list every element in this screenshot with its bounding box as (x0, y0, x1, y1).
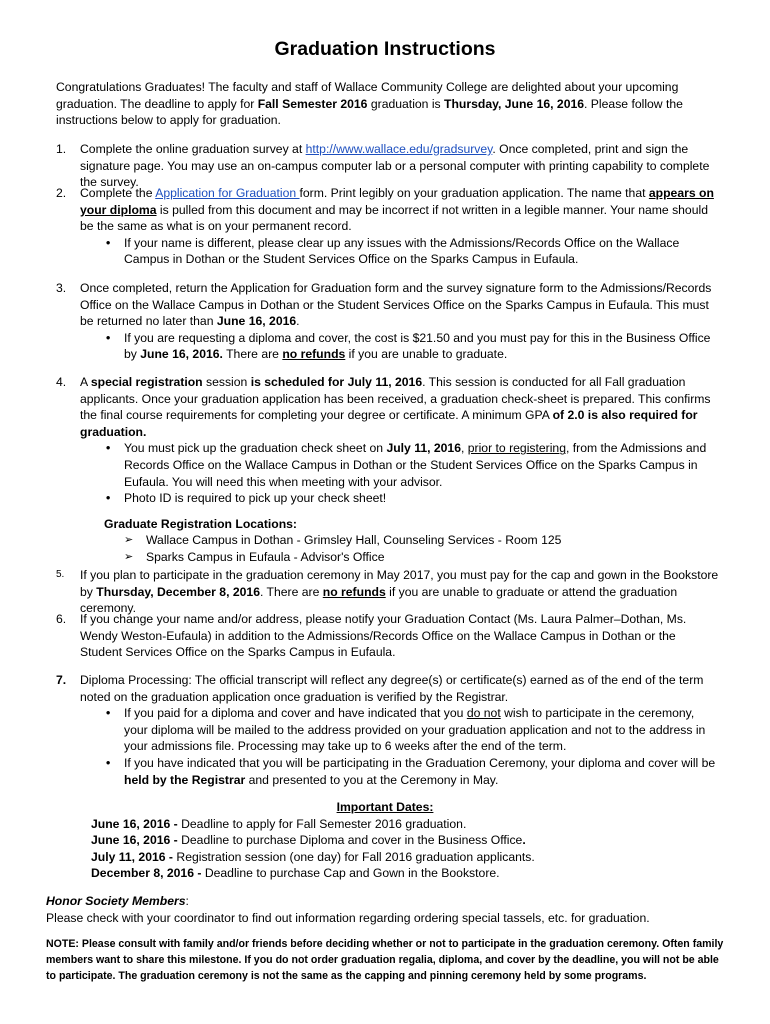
item-text: Complete the Application for Graduation form. Print legibly on your graduation application. The name that appears on your diploma is pulled from this document and may be incorrect if not written in a legible manner. Your name should be the same as what is on your permanent record. (80, 186, 714, 234)
page-title: Graduation Instructions (274, 38, 496, 60)
dates-list (91, 816, 770, 882)
application-for-graduation-link[interactable]: Application for Graduation (155, 186, 300, 200)
intro-paragraph: Congratulations Graduates! The faculty and staff of Wallace Community College are delighted about your upcoming graduation. The deadline to apply for Fall Semester 2016 graduation is Thursday, June 16, 2016. Please follow the instructions below to apply for graduation. (56, 80, 683, 128)
bullet-list (104, 440, 721, 506)
list-item: • If you paid for a diploma and cover and have indicated that you do not wish to participate in the ceremony, your diploma will be mailed to the address provided on your graduation application and not to the address in your admissions file. Processing may take up to 6 weeks after the end of the term. (104, 705, 721, 755)
item-number: 2. (56, 186, 67, 200)
important-dates-heading: Important Dates: (336, 800, 434, 814)
bullet-list (104, 235, 721, 268)
gradsurvey-link[interactable]: http://www.wallace.edu/gradsurvey (305, 142, 493, 156)
item-number: 7. (56, 673, 67, 687)
location-item: ➢ Sparks Campus in Eufaula - Advisor's Office (124, 549, 721, 566)
honor-society-text: Please check with your coordinator to find out information regarding ordering special tassels, etc. for graduation. (46, 910, 650, 925)
date-row: December 8, 2016 - Deadline to purchase Cap and Gown in the Bookstore. (91, 866, 500, 881)
list-item: • If you have indicated that you will be participating in the Graduation Ceremony, your diploma and cover will be held by the Registrar and presented to you at the Ceremony in May. (104, 755, 721, 788)
honor-society-heading: Honor Society Members: (46, 894, 189, 908)
list-item: • If your name is different, please clear up any issues with the Admissions/Records Office on the Wallace Campus in Dothan or the Student Services Office on the Sparks Campus in Eufaula. (104, 235, 721, 268)
item-number: 1. (56, 142, 67, 156)
list-item: • Photo ID is required to pick up your check sheet! (104, 490, 721, 507)
locations-heading: Graduate Registration Locations: (104, 516, 297, 531)
locations-list (124, 532, 721, 565)
item-number: 4. (56, 375, 67, 389)
bullet-list (104, 705, 721, 788)
item-text: Complete the online graduation survey at http://www.wallace.edu/gradsurvey. Once completed, print and sign the signature page. You may use an on-campus computer lab or a personal computer with printing capability to complete the survey. (80, 142, 710, 190)
item-text: If you change your name and/or address, please notify your Graduation Contact (Ms. Laura Palmer–Dothan, Ms. Wendy Weston-Eufaula) in addition to the Admissions/Records Office on the Wallace Campus in Dothan or the Student Services Office on the Sparks Campus in Eufaula. (80, 612, 687, 660)
item-number: 6. (56, 612, 67, 626)
instruction-item-4 (56, 374, 721, 566)
item-text: A special registration session is scheduled for July 11, 2016. This session is conducted for all Fall graduation applicants. Once your graduation application has been received, a graduation check-sheet is prepared. This confirms the final course requirements for completing your degree or certificate. A minimum GPA of 2.0 is also required for graduation. (80, 375, 711, 439)
instruction-item-6 (56, 611, 721, 661)
item-number: 3. (56, 281, 67, 295)
date-row: June 16, 2016 - Deadline to purchase Diploma and cover in the Business Office. (91, 833, 526, 848)
bullet-list (104, 330, 721, 363)
location-item: ➢ Wallace Campus in Dothan - Grimsley Hall, Counseling Services - Room 125 (124, 532, 721, 549)
honor-society-section (46, 893, 726, 926)
item-number: 5. (56, 569, 65, 580)
instruction-item-7 (56, 672, 721, 788)
item-text: Once completed, return the Application for Graduation form and the survey signature form to the Admissions/Records Office on the Wallace Campus in Dothan or the Student Services Office on the Sparks Campus in Eufaula. This must be returned no later than June 16, 2016. (80, 281, 712, 329)
list-item: • If you are requesting a diploma and cover, the cost is $21.50 and you must pay for this in the Business Office by June 16, 2016. There are no refunds if you are unable to graduate. (104, 330, 721, 363)
important-dates (0, 799, 770, 882)
list-item: • You must pick up the graduation check sheet on July 11, 2016, prior to registering, from the Admissions and Records Office on the Wallace Campus in Dothan or the Student Services Office on the Sparks Campus in Eufaula. You will need this when meeting with your advisor. (104, 440, 721, 490)
date-row: June 16, 2016 - Deadline to apply for Fall Semester 2016 graduation. (91, 816, 467, 831)
item-text: If you plan to participate in the graduation ceremony in May 2017, you must pay for the cap and gown in the Bookstore by Thursday, December 8, 2016. There are no refunds if you are unable to graduate or attend the graduation ceremony. (80, 568, 719, 616)
date-row: July 11, 2016 - Registration session (one day) for Fall 2016 graduation applicants. (91, 849, 535, 864)
instruction-item-2 (56, 185, 721, 268)
note-paragraph: NOTE: Please consult with family and/or friends before deciding whether or not to participate in the graduation ceremony. Often family members want to share this milestone. If you do not order graduation regalia, diploma, and cover by the deadline, you will not be able to participate. The graduation ceremony is not the same as the capping and pinning ceremony held by some programs. (46, 938, 724, 982)
item-text: Diploma Processing: The official transcript will reflect any degree(s) or certificate(s) earned as of the end of the term noted on the graduation application once graduation is verified by the Registrar. (80, 673, 704, 704)
instruction-item-1 (56, 141, 721, 191)
instruction-item-3 (56, 280, 721, 363)
instruction-item-5 (56, 567, 721, 617)
